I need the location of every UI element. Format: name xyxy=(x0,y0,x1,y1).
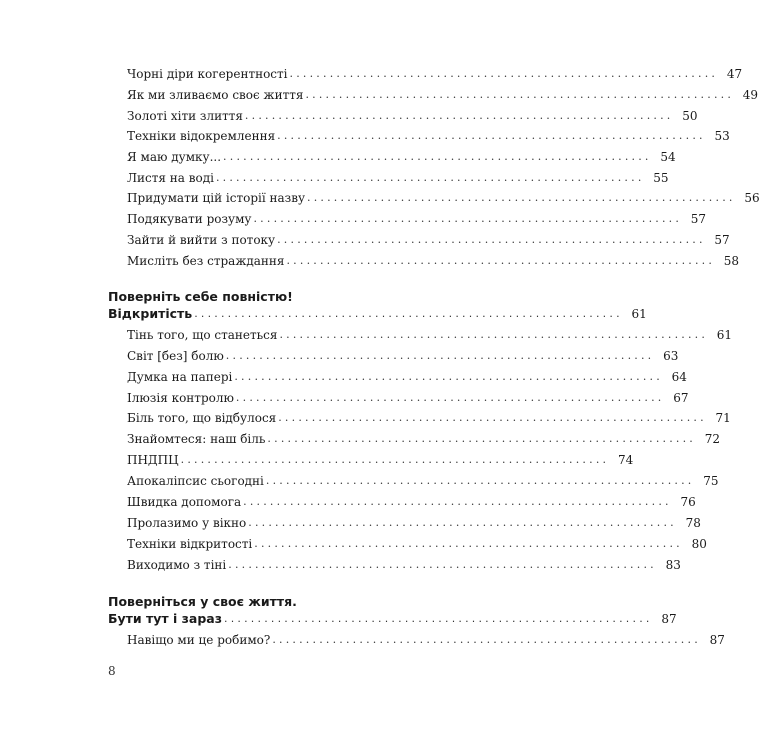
dot-leader: ................................................................ xyxy=(215,171,645,184)
toc-entry[interactable] xyxy=(127,191,760,205)
dot-leader: ................................................................ xyxy=(224,612,653,625)
toc-entry[interactable] xyxy=(127,88,759,102)
toc-entry-title: Пролазимо у вікно xyxy=(127,516,247,530)
dot-leader: ................................................................ xyxy=(277,233,706,246)
toc-entry-title: Навіщо ми це робимо? xyxy=(127,633,271,647)
dot-leader: ................................................................ xyxy=(272,633,701,646)
toc-entry-page: 63 xyxy=(663,349,679,363)
toc-entry-page: 78 xyxy=(685,516,701,530)
toc-entry-page: 75 xyxy=(703,474,719,488)
dot-leader: ................................................................ xyxy=(267,432,697,445)
toc-entry-page: 58 xyxy=(723,254,740,268)
toc-entry-title: Придумати цій історії назву xyxy=(127,191,306,205)
toc-chapter-page: 87 xyxy=(661,612,677,626)
toc-entry-page: 72 xyxy=(704,432,721,446)
dot-leader: ................................................................ xyxy=(277,129,706,142)
toc-entry[interactable] xyxy=(127,411,731,425)
toc-entry[interactable] xyxy=(127,495,696,509)
toc-entry-page: 80 xyxy=(691,537,707,551)
dot-leader: ................................................................ xyxy=(234,370,663,383)
toc-entry[interactable] xyxy=(127,328,733,342)
toc-entry[interactable] xyxy=(127,453,634,467)
toc-entry-title: Знайомтеся: наш біль xyxy=(127,432,266,446)
toc-entry-title: Як ми зливаємо своє життя xyxy=(127,88,304,102)
dot-leader: ................................................................ xyxy=(307,191,736,204)
toc-entry-page: 53 xyxy=(714,129,730,143)
toc-entry[interactable] xyxy=(127,129,730,143)
toc-entry[interactable] xyxy=(127,558,681,572)
toc-entry-title: Швидка допомога xyxy=(127,495,242,509)
section-heading: Поверніться у своє життя. xyxy=(108,594,297,609)
toc-entry-title: Чорні діри когерентності xyxy=(127,67,288,81)
dot-leader: ................................................................ xyxy=(228,558,657,571)
toc-entry[interactable] xyxy=(127,212,707,226)
toc-entry-title: Золоті хіти злиття xyxy=(127,109,243,123)
dot-leader: ................................................................ xyxy=(278,411,707,424)
toc-entry[interactable] xyxy=(127,370,687,384)
dot-leader: ................................................................ xyxy=(253,212,683,225)
toc-entry[interactable] xyxy=(127,171,669,185)
toc-entry-title: Апокаліпсис сьогодні xyxy=(127,474,264,488)
toc-entry-title: Я маю думку... xyxy=(127,150,222,164)
toc-entry-page: 47 xyxy=(726,67,743,81)
toc-entry[interactable] xyxy=(127,432,721,446)
toc-entry-page: 49 xyxy=(742,88,759,102)
toc-entry-title: Світ [без] болю xyxy=(127,349,224,363)
toc-entry-page: 56 xyxy=(744,191,760,205)
dot-leader: ................................................................ xyxy=(305,88,735,101)
toc-entry-title: Біль того, що відбулося xyxy=(127,411,277,425)
toc-chapter[interactable] xyxy=(108,611,677,626)
toc-entry[interactable] xyxy=(127,67,743,81)
dot-leader: ................................................................ xyxy=(225,349,655,362)
dot-leader: ................................................................ xyxy=(243,495,672,508)
toc-entry-page: 50 xyxy=(682,109,698,123)
toc-entry-title: Думка на папері xyxy=(127,370,233,384)
toc-entry-title: Зайти й вийти з потоку xyxy=(127,233,276,247)
toc-entry-title: ПНДПЦ xyxy=(127,453,179,467)
dot-leader: ................................................................ xyxy=(248,516,677,529)
toc-entry-page: 57 xyxy=(690,212,707,226)
toc-entry[interactable] xyxy=(127,254,740,268)
dot-leader: ................................................................ xyxy=(235,391,665,404)
dot-leader: ................................................................ xyxy=(254,537,683,550)
dot-leader: ................................................................ xyxy=(265,474,695,487)
toc-entry-title: Техніки відкритості xyxy=(127,537,253,551)
toc-entry-page: 87 xyxy=(709,633,725,647)
toc-entry-page: 76 xyxy=(680,495,696,509)
dot-leader: ................................................................ xyxy=(180,453,610,466)
toc-entry-title: Тінь того, що станеться xyxy=(127,328,278,342)
toc-entry-title: Подякувати розуму xyxy=(127,212,252,226)
dot-leader: ................................................................ xyxy=(286,254,716,267)
toc-entry-page: 67 xyxy=(673,391,689,405)
toc-entry-page: 55 xyxy=(653,171,669,185)
toc-entry[interactable] xyxy=(127,516,701,530)
dot-leader: ................................................................ xyxy=(289,67,719,80)
toc-entry-title: Листя на воді xyxy=(127,171,214,185)
dot-leader: ................................................................ xyxy=(194,307,623,320)
toc-entry-title: Мисліть без страждання xyxy=(127,254,285,268)
toc-entry[interactable] xyxy=(127,633,725,647)
toc-entry-page: 74 xyxy=(617,453,634,467)
toc-entry-page: 83 xyxy=(665,558,681,572)
section-heading: Поверніть себе повністю! xyxy=(108,289,293,304)
toc-entry-title: Ілюзія контролю xyxy=(127,391,234,405)
toc-entry-title: Техніки відокремлення xyxy=(127,129,276,143)
toc-chapter[interactable] xyxy=(108,306,647,321)
toc-entry[interactable] xyxy=(127,349,679,363)
dot-leader: ................................................................ xyxy=(244,109,674,122)
toc-entry-title: Виходимо з тіні xyxy=(127,558,227,572)
toc-entry-page: 61 xyxy=(716,328,733,342)
toc-chapter-title: Бути тут і зараз xyxy=(108,611,223,626)
toc-entry[interactable] xyxy=(127,109,698,123)
dot-leader: ................................................................ xyxy=(279,328,709,341)
dot-leader: ................................................................ xyxy=(223,150,652,163)
toc-chapter-page: 61 xyxy=(631,307,647,321)
toc-entry[interactable] xyxy=(127,391,689,405)
toc-entry-page: 54 xyxy=(660,150,676,164)
toc-entry[interactable] xyxy=(127,474,719,488)
toc-entry[interactable] xyxy=(127,150,676,164)
toc-entry-page: 71 xyxy=(715,411,731,425)
toc-entry[interactable] xyxy=(127,537,707,551)
toc-entry[interactable] xyxy=(127,233,730,247)
toc-chapter-title: Відкритість xyxy=(108,306,193,321)
page-number: 8 xyxy=(108,664,116,678)
toc-entry-page: 64 xyxy=(671,370,687,384)
toc-entry-page: 57 xyxy=(714,233,730,247)
